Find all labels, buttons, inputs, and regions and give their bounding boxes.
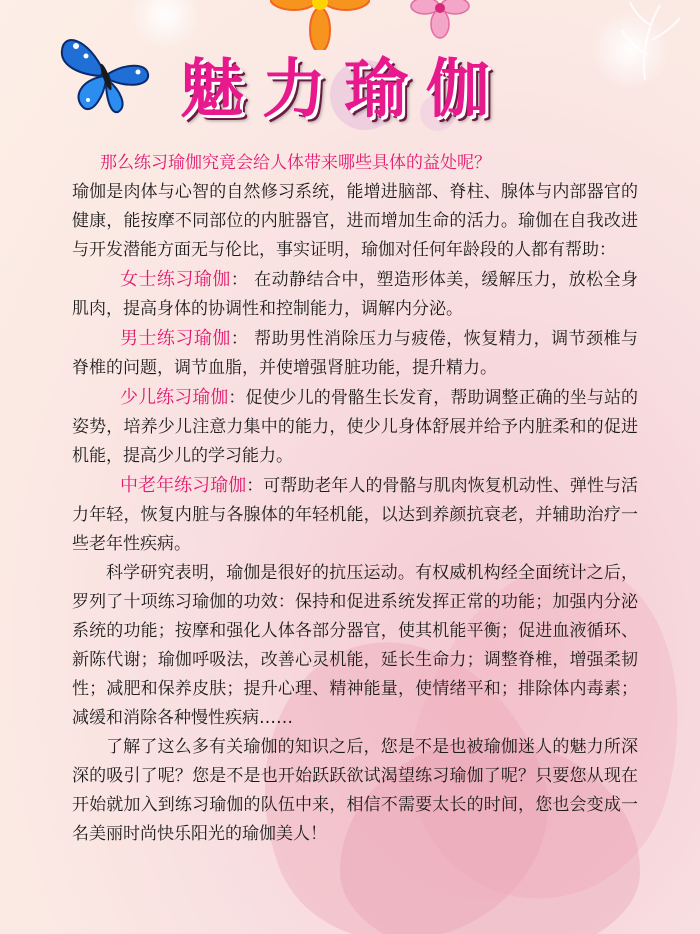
floral-sprig-decoration: [600, 0, 690, 80]
section-elderly: [72, 471, 638, 559]
section-men: [72, 324, 638, 383]
section-text: ：可帮助老年人的骨骼与肌肉恢复机动性、弹性与活力年轻，恢复内脏与各腺体的年轻机能，以达到养颜抗衰老，并辅助治疗一些老年性疾病。: [72, 476, 639, 554]
butterfly-icon: [58, 28, 154, 116]
research-paragraph: 科学研究表明，瑜伽是很好的抗压运动。有权威机构经全面统计之后，罗列了十项练习瑜伽的功效：保持和促进系统发挥正常的功能；加强内分泌系统的功能；按摩和强化人体各部分器官，使其机能平衡；促进血液循环、新陈代谢；瑜伽呼吸法，改善心灵机能，延长生命力；调整脊椎，增强柔韧性；减肥和保养皮肤；提升心理、精神能量，使情绪平和；排除体内毒素；减缓和消除各种慢性疾病……: [72, 563, 638, 728]
article-body: [72, 148, 638, 849]
section-text: ： 在动静结合中，塑造形体美，缓解压力，放松全身肌肉，提高身体的协调性和控制能力，调解内分泌。: [72, 270, 638, 319]
section-label: 少儿练习瑜伽: [120, 387, 229, 408]
section-label: 女士练习瑜伽: [120, 269, 231, 290]
question-heading: 那么练习瑜伽究竟会给人体带来哪些具体的益处呢？: [100, 153, 491, 173]
section-text: ： 帮助男性消除压力与疲倦，恢复精力，调节颈椎与脊椎的问题，调节血脂，并使增强肾脏功能，提升精力。: [72, 329, 638, 378]
section-women: [72, 265, 638, 324]
section-label: 中老年练习瑜伽: [120, 475, 247, 496]
flower-icon: [405, 0, 475, 40]
intro-paragraph: 瑜伽是肉体与心智的自然修习系统，能增进脑部、脊柱、腺体与内部器官的健康，能按摩不同部位的内脏器官，进而增加生命的活力。瑜伽在自我改进与开发潜能方面无与伦比，事实证明，瑜伽对任何年龄段的人都有帮助：: [72, 182, 638, 260]
section-children: [72, 383, 638, 471]
section-label: 男士练习瑜伽: [120, 328, 231, 349]
page-title: 魅力瑜伽: [180, 53, 508, 127]
conclusion-paragraph: 了解了这么多有关瑜伽的知识之后，您是不是也被瑜伽迷人的魅力所深深的吸引了呢？您是不是也开始跃跃欲试渴望练习瑜伽了呢？只要您从现在开始就加入到练习瑜伽的队伍中来，相信不需要太长的时间，您也会变成一名美丽时尚快乐阳光的瑜伽美人！: [72, 737, 638, 844]
section-text: ：促使少儿的骨骼生长发育，帮助调整正确的坐与站的姿势，培养少儿注意力集中的能力，使少儿身体舒展并给予内脏柔和的促进机能，提高少儿的学习能力。: [72, 388, 639, 466]
